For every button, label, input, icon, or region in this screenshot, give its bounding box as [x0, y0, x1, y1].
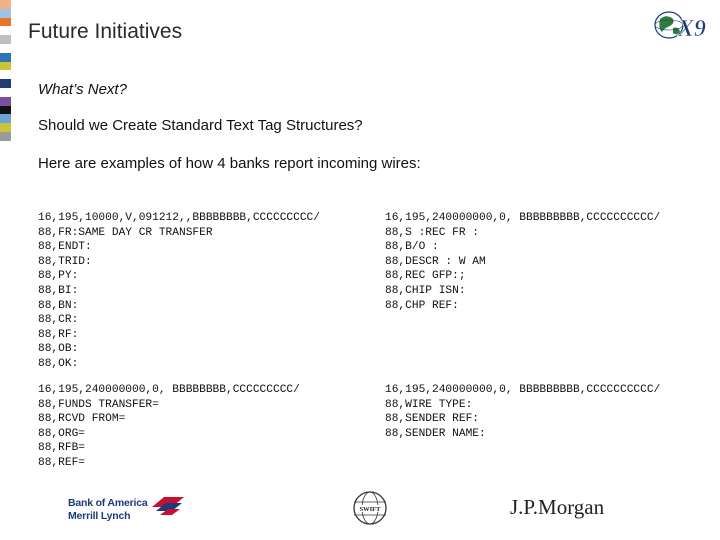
strip-segment [0, 18, 11, 27]
code-line: 88,WIRE TYPE: [385, 398, 473, 411]
strip-segment [0, 70, 11, 79]
code-line: 88,FUNDS TRANSFER= [38, 398, 159, 411]
code-line: 16,195,240000000,0, BBBBBBBBB,CCCCCCCCCC/ [385, 212, 661, 224]
strip-segment [0, 97, 11, 106]
code-line: 88,PY: [38, 270, 79, 283]
code-line: 88,REC GFP:; [385, 270, 466, 283]
code-line: 88,FR:SAME DAY CR TRANSFER [38, 226, 213, 239]
code-line: 88,TRID: [38, 255, 92, 268]
strip-segment [0, 62, 11, 71]
strip-segment [0, 141, 11, 150]
code-line: 88,ORG= [38, 427, 85, 440]
code-line: 88,DESCR : W AM [385, 255, 486, 268]
strip-segment [0, 123, 11, 132]
swift-logo [352, 490, 388, 526]
strip-segment [0, 132, 11, 141]
code-line: 88,OB: [38, 343, 79, 356]
code-line: 16,195,10000,V,091212,,BBBBBBBB,CCCCCCCCC/ [38, 212, 320, 224]
example-bank-4 [385, 383, 660, 441]
code-line: 16,195,240000000,0, BBBBBBBBB,CCCCCCCCCC/ [385, 384, 661, 396]
example-bank-2 [385, 211, 660, 313]
question-text: Should we Create Standard Text Tag Structures? [38, 117, 363, 134]
code-line: 88,RFB= [38, 442, 85, 455]
section-subtitle: What’s Next? [38, 81, 127, 98]
example-bank-3 [38, 383, 300, 471]
x9-logo [652, 6, 720, 44]
boa-logo-line-2: Merrill Lynch [68, 510, 131, 522]
code-line: 88,REF= [38, 456, 85, 469]
flag-icon [150, 493, 186, 519]
strip-segment [0, 114, 11, 123]
code-line: 88,RCVD FROM= [38, 413, 126, 426]
strip-segment [0, 9, 11, 18]
code-line: 88,CHIP ISN: [385, 284, 466, 297]
code-line: 88,CHP REF: [385, 299, 459, 312]
code-line: 88,RF: [38, 328, 79, 341]
strip-segment [0, 53, 11, 62]
strip-segment [0, 0, 11, 9]
strip-segment [0, 79, 11, 88]
swift-logo-text: SWIFT [359, 506, 381, 513]
strip-segment [0, 88, 11, 97]
intro-text: Here are examples of how 4 banks report incoming wires: [38, 155, 421, 172]
example-bank-1 [38, 211, 320, 372]
code-line: 88,CR: [38, 314, 79, 327]
strip-segment [0, 26, 11, 35]
page-title: Future Initiatives [28, 20, 183, 43]
code-line: 88,ENDT: [38, 241, 92, 254]
bank-of-america-logo [68, 493, 186, 527]
code-line: 88,SENDER NAME: [385, 427, 486, 440]
x9-logo-text: X9 [678, 16, 707, 42]
strip-segment [0, 35, 11, 44]
code-line: 16,195,240000000,0, BBBBBBBB,CCCCCCCCC/ [38, 384, 300, 396]
boa-logo-line-1: Bank of America [68, 497, 148, 509]
code-line: 88,OK: [38, 357, 79, 370]
code-line: 88,SENDER REF: [385, 413, 479, 426]
code-line: 88,B/O : [385, 241, 439, 254]
code-line: 88,S :REC FR : [385, 226, 479, 239]
strip-segment [0, 44, 11, 53]
jpmorgan-logo: J.P.Morgan [510, 495, 605, 519]
code-line: 88,BI: [38, 284, 79, 297]
strip-segment [0, 106, 11, 115]
code-line: 88,BN: [38, 299, 79, 312]
